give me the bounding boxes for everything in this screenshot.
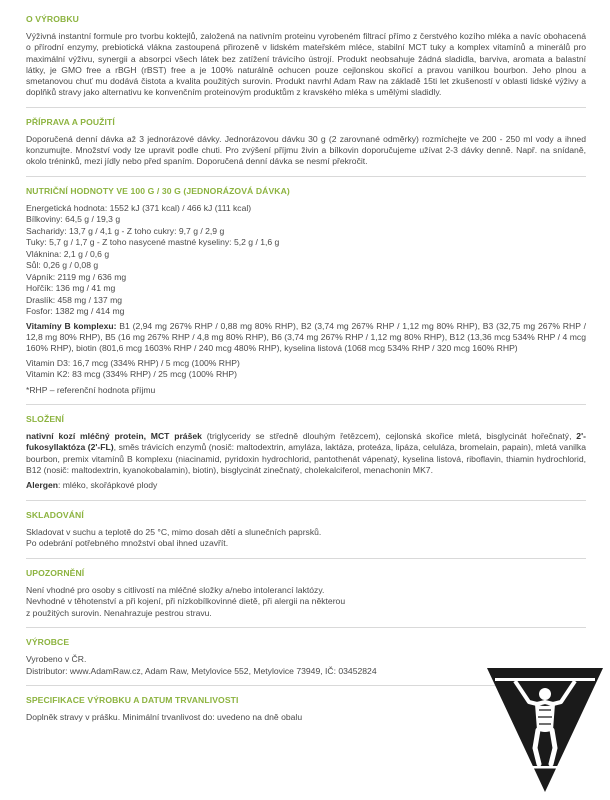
nutrition-line: Tuky: 5,7 g / 1,7 g - Z toho nasycené mastné kyseliny: 5,2 g / 1,6 g (26, 237, 280, 248)
storage-line: Po odebrání potřebného množství obal ihned uzavřít. (26, 538, 229, 549)
divider (26, 176, 586, 177)
divider (26, 558, 586, 559)
nutrition-title: NUTRIČNÍ HODNOTY VE 100 G / 30 G (JEDNORÁZOVÁ DÁVKA) (26, 185, 290, 196)
divider (26, 500, 586, 501)
warning-title: UPOZORNĚNÍ (26, 567, 85, 578)
storage-title: SKLADOVÁNÍ (26, 509, 84, 520)
maker-line: Distributor: www.AdamRaw.cz, Adam Raw, Metylovice 552, Metylovice 73949, IČ: 03452824 (26, 665, 377, 676)
vitamin-b-label: Vitamíny B komplexu: (26, 320, 117, 331)
ingredients-text (26, 431, 586, 476)
nutrition-line: Bílkoviny: 64,5 g / 19,3 g (26, 214, 121, 225)
divider (26, 107, 586, 108)
vitamin-b-values: B1 (2,94 mg 267% RHP / 0,88 mg 80% RHP), B2 (3,74 mg 267% RHP / 1,12 mg 80% RHP), B3 (32,75 mg 267% RHP / 12,8 mg 80% RHP), B5 (16 mg 267% RHP / 4,8 mg 80% RHP), B6 (3,74 mg 267% RHP / 1,12 mg 80% RHP), B12 (13,36 mcg 534% RHP / 4 mcg 160% RHP), biotin (801,6 mcg 1603% RHP / 240 mcg 480% RHP), kyselina listová (1068 mcg 534% RHP / 320 mcg 160% RHP) (26, 320, 586, 354)
storage-line: Skladovat v suchu a teplotě do 25 °C, mimo dosah dětí a slunečních paprsků. (26, 526, 322, 537)
warning-line: Není vhodné pro osoby s citlivostí na mléčné složky a/nebo intolerancí laktózy. (26, 584, 325, 595)
allergen-label: Alergen (26, 480, 58, 491)
vitamin-d3-line: Vitamin D3: 16,7 mcg (334% RHP) / 5 mcg (100% RHP) (26, 357, 240, 368)
spec-text: Doplněk stravy v prášku. Minimální trvanlivost do: uvedeno na dně obalu (26, 712, 303, 723)
allergen-text: : mléko, skořápkové plody (58, 480, 158, 491)
nutrition-list (26, 203, 586, 318)
maker-line: Vyrobeno v ČR. (26, 654, 87, 665)
ingredients-bold-2: 2'-fukosyllaktóza (2'-FL) (26, 431, 586, 453)
about-text: Výživná instantní formule pro tvorbu koktejlů, založená na nativním proteinu vyrobeném filtrací přímo z čerstvého kozího mléka a navíc obohacená o přírodní enzymy, prebiotická vlákna zastoupená přirozeně v lidském mateřském mléce, stabilní MCT tuky a komplex vitamínů a minerálů pro maximální výživu, synergii a absorpci všech látek bez zatížení trávicího ústrojí. Produkt neobsahuje žádná sladidla, barviva, aromata a balastní látky, je GMO free a rBGH (rBST) free a je 100% naturálně ochucen pouze cejlonskou skořicí a pravou vanilkou bourbon. Jeho plnou a smetanovou chuť mu dodává čistota a kvalita použitých surovin. Produkt navrhl Adam Raw na základě 15ti let zkušeností v oblasti lidské výživy a doplňků stravy jako alternativu ke konvenčním proteinovým produktům z kravského mléka s umělými sladidly. (26, 31, 586, 98)
nutrition-line: Fosfor: 1382 mg / 414 mg (26, 306, 125, 317)
divider (26, 404, 586, 405)
prep-title: PŘÍPRAVA A POUŽITÍ (26, 116, 115, 127)
vitamin-k2-line: Vitamin K2: 83 mcg (334% RHP) / 25 mcg (100% RHP) (26, 369, 237, 380)
nutrition-line: Energetická hodnota: 1552 kJ (371 kcal) / 466 kJ (111 kcal) (26, 202, 252, 213)
ingredients-text-2: , směs trávicích enzymů (nosič: maltodextrin, amyláza, laktáza, proteáza, lipáza, celuláza, bromelain, papain), mletá vanilka bourbon, premix vitamínů B komplexu (niacinamid, pyridoxin hydrochlorid, pantothenát vápenatý, kyselina listová, riboflavin, thiamin hydrochlorid, B12 (nosič: maltodextrin, kyanokobalamin), biotin), bisglycinát zinečnatý, cholekalciferol, menachonin MK7. (26, 442, 587, 475)
nutrition-line: Sůl: 0,26 g / 0,08 g (26, 260, 99, 271)
nutrition-line: Draslík: 458 mg / 137 mg (26, 294, 123, 305)
ingredients-text-1: (triglyceridy se středně dlouhým řetězcem), cejlonská skořice mletá, bisglycinát hořečnatý, (201, 431, 577, 442)
nutrition-line: Hořčík: 136 mg / 41 mg (26, 283, 116, 294)
ingredients-title: SLOŽENÍ (26, 414, 64, 425)
vitamin-b-complex (26, 321, 586, 355)
allergen-line (26, 480, 586, 491)
nutrition-line: Sacharidy: 13,7 g / 4,1 g - Z toho cukry: 9,7 g / 2,9 g (26, 225, 225, 236)
nutrition-line: Vláknina: 2,1 g / 0,6 g (26, 248, 110, 259)
warning-line: z použitých surovin. Nenahrazuje pestrou stravu. (26, 607, 212, 618)
ingredients-bold-1: nativní kozí mléčný protein, MCT prášek (26, 431, 202, 442)
about-title: O VÝROBKU (26, 14, 79, 24)
product-sheet (26, 14, 586, 724)
divider (26, 627, 586, 628)
rhp-note: *RHP – referenční hodnota příjmu (26, 384, 156, 395)
maker-title: VÝROBCE (26, 637, 70, 648)
warning-line: Nevhodné v těhotenství a při kojení, při nízkobílkovinné dietě, při alergii na některou (26, 596, 346, 607)
spec-title: SPECIFIKACE VÝROBKU A DATUM TRVANLIVOSTI (26, 695, 239, 706)
athlete-triangle-logo-icon (485, 660, 605, 795)
nutrition-line: Vápník: 2119 mg / 636 mg (26, 271, 127, 282)
prep-text: Doporučená denní dávka až 3 jednorázové dávky. Jednorázovou dávku 30 g (2 zarovnané odměrky) rozmíchejte ve 200 - 250 ml vody a ihned konzumujte. Množství vody lze upravit podle chuti. Pro zvýšení příjmu živin a bílkovin doporučujeme užívat 2-3 dávky denně. Např. na snídaně, okolo tréninků, mezi jídly nebo před spaním. Doporučená denní dávka se nesmí překročit. (26, 133, 586, 167)
